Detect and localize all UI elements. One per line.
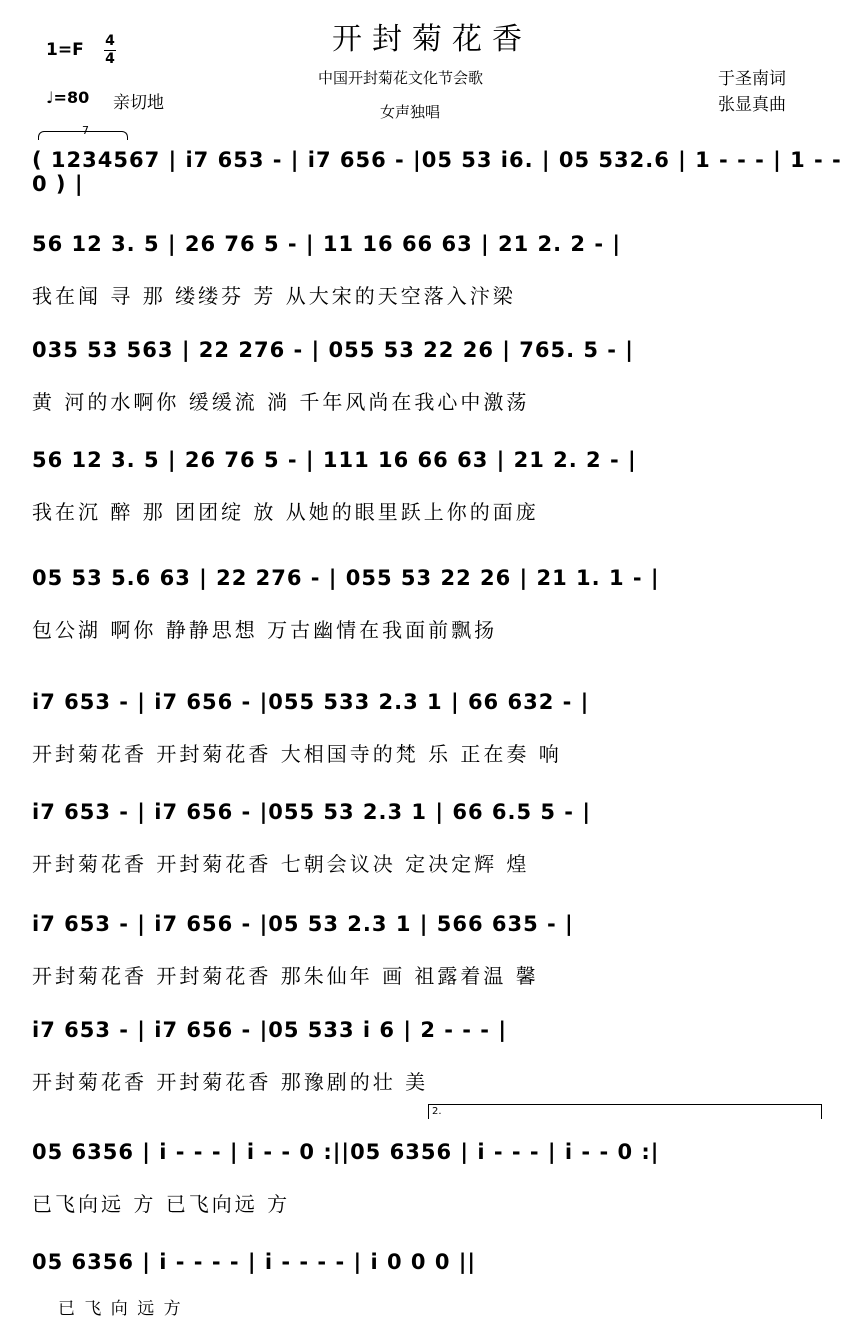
notation-line: 56 12 3. 5 | 26 76 5 - | 11 16 66 63 | 21 2. 2 - | [32, 232, 622, 256]
volta-label: 2. [432, 1106, 442, 1117]
notation-line: 05 6356 | i - - - - | i - - - - | i 0 0 0 || [32, 1250, 477, 1274]
lyric-line: 开封菊花香 开封菊花香 那朱仙年 画 祖露着温 馨 [32, 964, 539, 988]
performance-type: 女声独唱 [380, 103, 441, 121]
tuplet-bracket [38, 131, 128, 140]
lyric-line: 开封菊花香 开封菊花香 大相国寺的梵 乐 正在奏 响 [32, 742, 562, 766]
notation-line: i7 653 - | i7 656 - |055 533 2.3 1 | 66 632 - | [32, 690, 590, 714]
lyric-line: 我在沉 醉 那 团团绽 放 从她的眼里跃上你的面庞 [32, 500, 539, 524]
song-title: 开封菊花香 [332, 22, 532, 57]
notation-line: i7 653 - | i7 656 - |055 53 2.3 1 | 66 6.5 5 - | [32, 800, 592, 824]
composer-credit: 张显真曲 [718, 95, 786, 115]
notation-line: i7 653 - | i7 656 - |05 53 2.3 1 | 566 635 - | [32, 912, 574, 936]
volta-bracket [428, 1104, 822, 1119]
time-signature [104, 34, 116, 67]
final-lyric-line: 已 飞 向 远 方 [58, 1299, 183, 1319]
notation-line: 035 53 563 | 22 276 - | 055 53 22 26 | 765. 5 - | [32, 338, 634, 362]
lyric-line: 我在闻 寻 那 缕缕芬 芳 从大宋的天空落入汴梁 [32, 284, 516, 308]
notation-line: 56 12 3. 5 | 26 76 5 - | 111 16 66 63 | 21 2. 2 - | [32, 448, 637, 472]
song-subtitle: 中国开封菊花文化节会歌 [318, 69, 484, 87]
notation-line: i7 653 - | i7 656 - |05 533 i 6 | 2 - - - | [32, 1018, 508, 1042]
key-signature: 1=F [46, 40, 84, 60]
meter-bottom: 4 [105, 51, 115, 67]
lyric-line: 开封菊花香 开封菊花香 七朝会议决 定决定辉 煌 [32, 852, 530, 876]
notation-line: ( 1234567 | i7 653 - | i7 656 - |05 53 i6. | 05 532.6 | 1 - - - | 1 - - 0 ) | [32, 148, 842, 196]
lyric-line: 开封菊花香 开封菊花香 那豫剧的壮 美 [32, 1070, 429, 1094]
lyric-line: 包公湖 啊你 静静思想 万古幽情在我面前飘扬 [32, 618, 498, 642]
expression-marking: 亲切地 [113, 93, 164, 113]
tuplet-number: 7 [82, 124, 89, 137]
notation-line: 05 53 5.6 63 | 22 276 - | 055 53 22 26 | 21 1. 1 - | [32, 566, 660, 590]
meter-top: 4 [105, 33, 115, 49]
tempo-marking: ♩=80 [46, 88, 90, 107]
notation-line: 05 6356 | i - - - | i - - 0 :||05 6356 | i - - - | i - - 0 :| [32, 1140, 660, 1164]
lyric-line: 已飞向远 方 已飞向远 方 [32, 1192, 291, 1216]
lyric-line: 黄 河的水啊你 缓缓流 淌 千年风尚在我心中激荡 [32, 390, 530, 414]
lyricist-credit: 于圣南词 [718, 69, 786, 89]
